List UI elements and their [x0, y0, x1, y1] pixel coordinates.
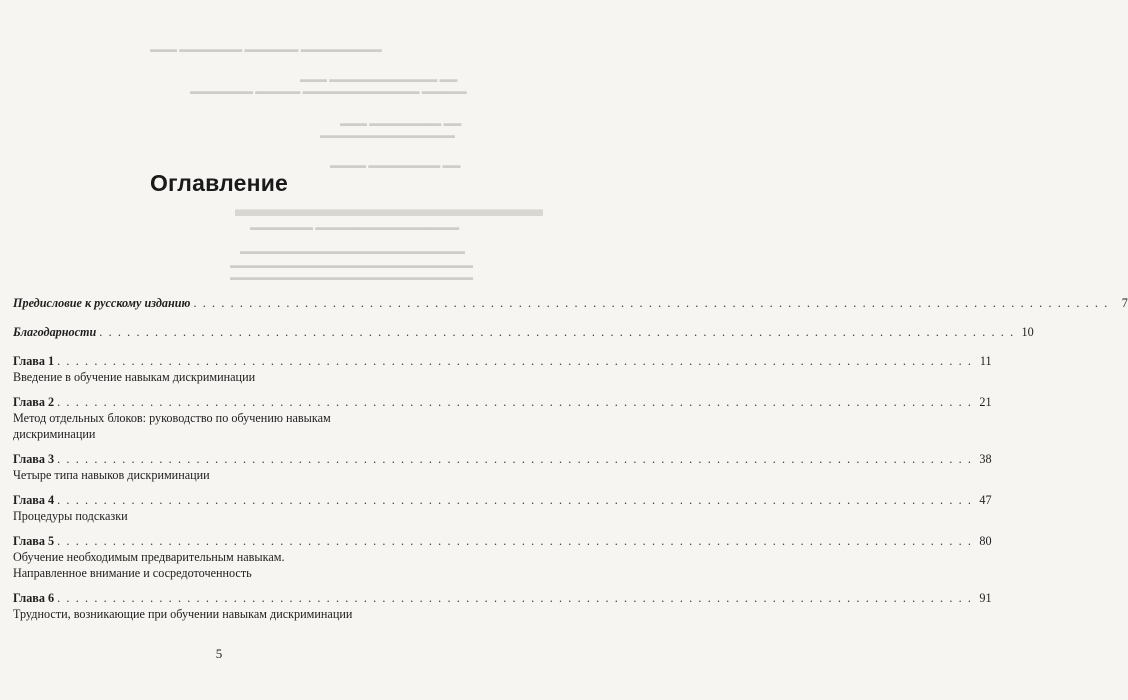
- toc-entry-page: 38: [979, 452, 992, 466]
- bleed-through-text: ▬▬▬▬ ▬▬▬▬▬▬▬▬ ▬▬: [330, 160, 461, 170]
- toc-entry-chapter-1[interactable]: [13, 354, 992, 385]
- toc-entry-chapter-6[interactable]: [13, 591, 992, 622]
- toc-entry-subtitle: Введение в обучение навыкам дискриминации: [13, 370, 256, 384]
- leader-dots: [193, 296, 1108, 311]
- bleed-through-text: ▬▬▬ ▬▬▬▬▬▬▬▬▬▬▬▬ ▬▬: [300, 74, 458, 84]
- bleed-through-text: ▬▬▬▬▬▬▬▬▬▬▬▬▬▬▬: [320, 130, 455, 140]
- toc-entry-subtitle: Обучение необходимым предварительным навыкам.: [13, 550, 285, 564]
- toc-entry-page: 91: [979, 591, 992, 605]
- toc-entry-preface[interactable]: [13, 296, 1128, 311]
- bleed-through-text: ▬▬▬ ▬▬▬▬▬▬▬▬ ▬▬: [340, 118, 462, 128]
- bleed-through-text: ▬▬▬▬▬▬▬▬▬▬▬▬▬▬: [235, 196, 543, 221]
- toc-entry-label: Глава 5: [13, 534, 55, 548]
- leader-dots: [99, 325, 1014, 340]
- page-number: 5: [215, 646, 223, 661]
- leader-dots: [57, 395, 972, 410]
- toc-entry-subtitle: Процедуры подсказки: [13, 509, 128, 523]
- toc-entry-subtitle: Четыре типа навыков дискриминации: [13, 468, 210, 482]
- toc-entry-label: Благодарности: [13, 325, 97, 339]
- bleed-through-text: ▬▬▬▬▬▬▬▬▬▬▬▬▬▬▬▬▬▬▬▬▬▬▬▬▬: [240, 246, 465, 256]
- toc-entry-subtitle: дискриминации: [13, 427, 96, 441]
- toc-entry-page: 7: [1121, 296, 1128, 310]
- toc-entry-page: 11: [979, 354, 992, 368]
- bleed-through-text: ▬▬▬▬▬▬▬ ▬▬▬▬▬▬▬▬▬▬▬▬▬▬▬▬: [250, 222, 460, 232]
- toc-entry-label: Глава 6: [13, 591, 55, 605]
- toc-entry-label: Глава 1: [13, 354, 55, 368]
- bleed-through-text: ▬▬▬▬▬▬▬ ▬▬▬▬▬ ▬▬▬▬▬▬▬▬▬▬▬▬▬ ▬▬▬▬▬: [190, 86, 467, 96]
- toc-entry-chapter-2[interactable]: [13, 395, 992, 442]
- leader-dots: [57, 354, 972, 369]
- toc-entry-label: Глава 4: [13, 493, 55, 507]
- bleed-through-text: ▬▬▬ ▬▬▬▬▬▬▬ ▬▬▬▬▬▬ ▬▬▬▬▬▬▬▬▬: [150, 44, 382, 54]
- leader-dots: [57, 534, 972, 549]
- leader-dots: [57, 493, 972, 508]
- bleed-through-text: ▬▬▬▬▬▬▬▬▬▬▬▬▬▬▬▬▬▬▬▬▬▬▬▬▬▬▬: [230, 260, 473, 270]
- toc-entry-subtitle: Метод отдельных блоков: руководство по обучению навыкам: [13, 411, 331, 425]
- toc-entry-label: Предисловие к русскому изданию: [13, 296, 191, 310]
- toc-entry-page: 47: [979, 493, 992, 507]
- leader-dots: [57, 452, 972, 467]
- table-of-contents: [13, 290, 1128, 622]
- toc-entry-page: 10: [1021, 325, 1034, 339]
- toc-entry-subtitle: Направленное внимание и сосредоточенность: [13, 566, 252, 580]
- toc-entry-page: 80: [979, 534, 992, 548]
- leader-dots: [57, 591, 972, 606]
- toc-entry-chapter-3[interactable]: [13, 452, 992, 483]
- toc-entry-chapter-4[interactable]: [13, 493, 992, 524]
- toc-entry-label: Глава 3: [13, 452, 55, 466]
- toc-entry-label: Глава 2: [13, 395, 55, 409]
- toc-entry-chapter-5[interactable]: [13, 534, 992, 581]
- bleed-through-text: ▬▬▬▬▬▬▬▬▬▬▬▬▬▬▬▬▬▬▬▬▬▬▬▬▬▬▬: [230, 272, 473, 282]
- toc-entry-acknowledgements[interactable]: [13, 325, 1034, 340]
- page-title: Оглавление: [149, 170, 289, 196]
- toc-entry-page: 21: [979, 395, 992, 409]
- toc-entry-subtitle: Трудности, возникающие при обучении навыкам дискриминации: [13, 607, 353, 621]
